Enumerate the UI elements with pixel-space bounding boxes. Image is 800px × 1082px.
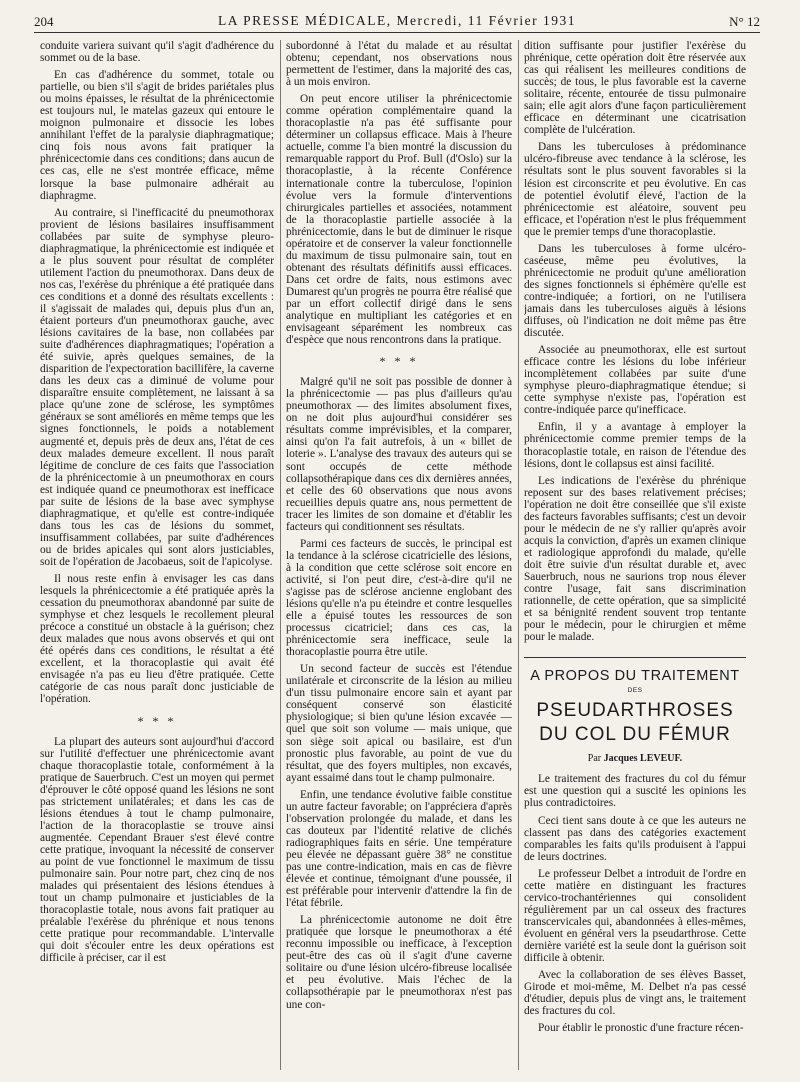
header-rule [34, 32, 760, 33]
title-line: DU COL DU FÉMUR [539, 724, 731, 746]
paragraph: La phrénicectomie autonome ne doit être pratiquée que lorsque le pneumothorax a été reconnu impossible ou inefficace, à l'exception peut-être des cas où il s'agit d'une caverne solitaire ou d'une lésion ulcéro-fibreuse localisée et peu évolutive. Mais l'échec de la collapsothérapie par le pneumothorax n'est pas une con- [286, 914, 512, 1011]
section-separator: * * * [379, 354, 419, 369]
paragraph: Associée au pneumothorax, elle est surtout efficace contre les lésions du lobe inférieur incomplètement collabées par suite d'une symphyse pleuro-diaphragmatique étendue; si cette symphyse n'existe pas, l'opération est contre-indiquée parce qu'inefficace. [524, 344, 746, 417]
paragraph: Il nous reste enfin à envisager les cas dans lesquels la phrénicectomie a été pratiquée après la cessation du pneumothorax abandonné par suite de symphyse et chez lesquels le recollement pleural précoce a constitué un obstacle à la guérison; chez deux malades que nous avons observés et qui ont été opérés dans ces conditions, le résultat a été excellent, et la thoracoplastie qui avait été envisagée n'a pas eu lieu d'être pratiquée. Cette catégorie de cas nous paraît donc justiciable de l'opération. [40, 573, 274, 706]
column-3 [524, 40, 746, 1072]
paragraph: Ceci tient sans doute à ce que les auteurs ne classent pas dans des catégories exactement comparables les faits qu'ils produisent à l'appui de leurs doctrines. [524, 814, 746, 863]
running-head: LA PRESSE MÉDICALE, Mercredi, 11 Février 1931 [218, 13, 576, 28]
column-divider [518, 40, 519, 1070]
paragraph: Le traitement des fractures du col du fémur est une question qui a suscité les opinions les plus contradictoires. [524, 773, 746, 810]
article-divider [524, 657, 746, 658]
page-number: 204 [34, 14, 54, 29]
paragraph: Au contraire, si l'inefficacité du pneumothorax provient de lésions basilaires insuffisamment collabées par suite de symphyse pleuro-diaphragmatique, la phrénicectomie est indiquée et a le plus souvent pour résultat de compléter utilement l'action du pneumothorax. Dans deux de nos cas, l'exérèse du phrénique a été pratiquée dans ces conditions et a donné des résultats excellents : il s'agissait de malades qui, depuis plus d'un an, étaient porteurs d'un pneumothorax gauche, avec lésions cavitaires de la base, non collabées par suite d'adhérences diaphragmatiques; l'opération a été suivie, après quelques semaines, de la disparition de l'expectoration bacillifère, la caverne dans les deux cas a diminué de volume pour disparaître ensuite complètement, ne laissant à sa place qu'une zone de sclérose, les symptômes généraux se sont améliorés en même temps que les signes fonctionnels, le poids a notablement augmenté et, depuis près de deux ans, l'état de ces deux malades demeure excellent. Il nous paraît légitime de conclure de ces faits que l'association de la phrénicectomie à un pneumothorax en cours est indiquée quand ce pneumothorax est inefficace par suite de lésions de la base avec symphyse diaphragmatique, et qu'elle est contre-indiquée dans tous les cas de lésions du sommet, insuffisamment collabées, par suite d'adhérences ou de brides apicales qui sont alors justiciables, soit de l'opération de Jacobaeus, soit de l'apicolyse. [40, 206, 274, 568]
paragraph: dition suffisante pour justifier l'exérèse du phrénique, cette opération doit être réservée aux cas qui réalisent les meilleures conditions de succès; de tous, le plus favorable est la caverne solitaire, récente, entourée de tissu pulmonaire sain; elle agit alors d'une façon particulièrement efficace en déterminant une cicatrisation complète de l'ulcération. [524, 40, 746, 137]
article-author: Par Jacques LEVEUF. [587, 753, 683, 765]
paragraph: subordonné à l'état du malade et au résultat obtenu; cependant, nos observations nous permettent de l'estimer, dans la majorité des cas, à un mois environ. [286, 40, 512, 89]
paragraph: Pour établir le pronostic d'une fracture récen- [538, 1022, 744, 1035]
paragraph: Dans les tuberculoses à forme ulcéro-caséeuse, même peu évolutives, la phrénicectomie ne produit qu'une amélioration des signes fonctionnels si éphémère qu'elle est contre-indiquée; a fortiori, on ne l'utilisera jamais dans les tuberculoses aiguës à lésions diffuses, où l'indication ne doit même pas être discutée. [524, 242, 746, 340]
issue-number: N° 12 [729, 14, 760, 29]
paragraph: Un second facteur de succès est l'étendue unilatérale et circonscrite de la lésion au milieu d'un tissu pulmonaire encore sain et ayant par conséquent conservé son élasticité physiologique; si bien qu'une lésion excavée — quel que soit son volume — mais unique, que son siège soit apical ou basilaire, est d'un pronostic plus favorable, au point de vue du résultat, que des foyers multiples, non excavés, ayant essaimé dans tout le champ pulmonaire. [286, 663, 512, 784]
paragraph: Les indications de l'exérèse du phrénique reposent sur des bases relativement précises; l'opération ne doit être conseillée que s'il existe des facteurs favorables suffisants; c'est un devoir pour le médecin de ne s'y rallier qu'après avoir acquis la conviction, d'après un examen clinique et radiologique approfondi du malade, qu'elle doit être suivie d'un résultat durable et, avec Sauerbruch, nous ne saurions trop nous élever contre l'usage, fait sans discrimination rationnelle, de cette opération, que sa simplicité et sa bénignité rendent souvent trop tentante pour le médecin, pour le chirurgien et même pour le malade. [524, 474, 746, 644]
paragraph: Malgré qu'il ne soit pas possible de donner à la phrénicectomie — pas plus d'ailleurs qu'au pneumothorax — des limites absolument fixes, on ne doit plus aujourd'hui considérer ses résultats comme imprévisibles, et la comparer, ainsi qu'on l'a fait autrefois, à un « billet de loterie ». L'analyse des travaux des auteurs qui se sont occupés de cette méthode collapsothérapique dans ces dix dernières années, et celle des 60 observations que nous avons recueillies depuis quatre ans, nous permettent de tracer les limites de son domaine et d'établir les facteurs qui conditionnent ses résultats. [286, 376, 512, 533]
column-1 [40, 40, 274, 1072]
article-title [524, 670, 746, 765]
paragraph: Dans les tuberculoses à prédominance ulcéro-fibreuse avec tendance à la sclérose, les résultats sont le plus souvent favorables si la lésion est circonscrite et peu évolutive. En cas de potentiel évolutif élevé, l'action de la phrénicectomie est aléatoire, souvent peu efficace, et l'opération n'est le plus fréquemment que le premier temps d'une thoracoplastie. [524, 141, 746, 238]
paragraph: Enfin, une tendance évolutive faible constitue un autre facteur favorable; on l'appréciera d'après l'observation prolongée du malade, et dans les cas douteux par l'identité relative de clichés radiographiques faits en série. Une température peu élevée ne dépassant guère 38° ne constitue pas une contre-indication, mais en cas de fièvre élevée et continue, témoignant d'une poussée, il est préférable pour intervenir d'attendre la fin de l'état fébrile. [286, 788, 512, 910]
title-line: A PROPOS DU TRAITEMENT [530, 668, 740, 685]
page-header [34, 12, 760, 32]
column-divider [280, 40, 281, 1070]
paragraph: conduite variera suivant qu'il s'agit d'adhérence du sommet ou de la base. [40, 40, 274, 65]
column-2 [286, 40, 512, 1072]
section-separator: * * * [137, 713, 177, 728]
paragraph: En cas d'adhérence du sommet, totale ou partielle, ou bien s'il s'agit de brides pariétales plus ou moins épaisses, le résultat de la phrénicectomie est toujours nul, le matelas gazeux qui entoure le moignon pulmonaire et dissocie les lobes annihilant l'effet de la paralysie diaphragmatique; cinq fois nous avons fait pratiquer la phrénicectomie dans ces conditions; dans aucun de ces cas, elle ne s'est montrée efficace, même lorsque la base pulmonaire adhérait au diaphragme. [40, 69, 274, 202]
paragraph: Enfin, il y a avantage à employer la phrénicectomie comme premier temps de la thoracoplastie totale, en raison de l'étendue des lésions, dont le collapsus est ainsi facilité. [524, 421, 746, 470]
paragraph: Parmi ces facteurs de succès, le principal est la tendance à la sclérose cicatricielle des lésions, à la condition que cette sclérose soit encore en activité, si l'on peut dire, c'est-à-dire qu'il ne s'agisse pas de sclérose ancienne englobant des lésions qu'elle n'a pu éteindre et contre lesquelles elle a épuisé toutes les ressources de son processus cicatriciel; dans ces cas, la phrénicectomie sera inefficace, seule la thoracoplastie pourra être utile. [286, 537, 512, 659]
paragraph: On peut encore utiliser la phrénicectomie comme opération complémentaire quand la thoracoplastie n'a pas été suffisante pour déterminer un collapsus efficace. Mais à l'heure actuelle, comme l'a bien montré la discussion du remarquable rapport du Prof. Bull (d'Oslo) sur la thoracoplastie, à la récente Conférence internationale contre la tuberculose, l'opinion évolue vers la formule d'interventions chirurgicales partielles et associées, notamment de la thoracoplastie partielle associée à la phrénicectomie, dans le but de diminuer le risque opératoire et de conserver la valeur fonctionnelle du maximum de tissu pulmonaire sain, tout en obtenant des résultats définitifs aussi efficaces. Dans cet ordre de faits, nous estimons avec Dumarest qu'un progrès ne pourra être réalisé que par un effort collectif dirigé dans le sens analytique en multipliant les catégories et en envisageant séparément les nombreux cas d'espèce que nous rencontrons dans la pratique. [286, 93, 512, 347]
title-line: PSEUDARTHROSES [536, 700, 734, 722]
paragraph: Le professeur Delbet a introduit de l'ordre en cette matière en distinguant les fractures cervico-trochantériennes qui consolident régulièrement par un cal osseux des fractures transcervicales qui, abandonnées à elles-mêmes, évoluent en général vers la pseudarthrose. Cette dernière variété est la seule dont la guérison soit difficile à obtenir. [524, 867, 746, 965]
paragraph: La plupart des auteurs sont aujourd'hui d'accord sur l'utilité d'effectuer une phrénicectomie avant chaque thoracoplastie totale, conformément à la pratique de Sauerbruch. C'est un moyen qui permet d'éprouver le côté opposé quand les lésions ne sont pas strictement unilatérales; et dans les cas de lésions étendues à tout le champ pulmonaire, l'action de la thoracoplastie se trouve ainsi augmentée. Cependant Brauer s'est élevé contre cette pratique, invoquant la nécessité de conserver au point de vue fonctionnel le maximum de tissu pulmonaire sain. Pour notre part, chez cinq de nos malades qui présentaient des lésions étendues à tout un champ pulmonaire et justiciables de la thoracoplastie totale, nous avons fait pratiquer au préalable l'exérèse du phrénique et nous tenons cette pratique pour recommandable. L'intervalle qui doit s'écouler entre les deux opérations est difficile à préciser, car il est [40, 735, 274, 965]
paragraph: Avec la collaboration de ses élèves Basset, Girode et moi-même, M. Delbet n'a pas cessé d'étudier, depuis plus de vingt ans, le traitement des fractures du col. [524, 969, 746, 1018]
title-line: DES [627, 687, 643, 695]
